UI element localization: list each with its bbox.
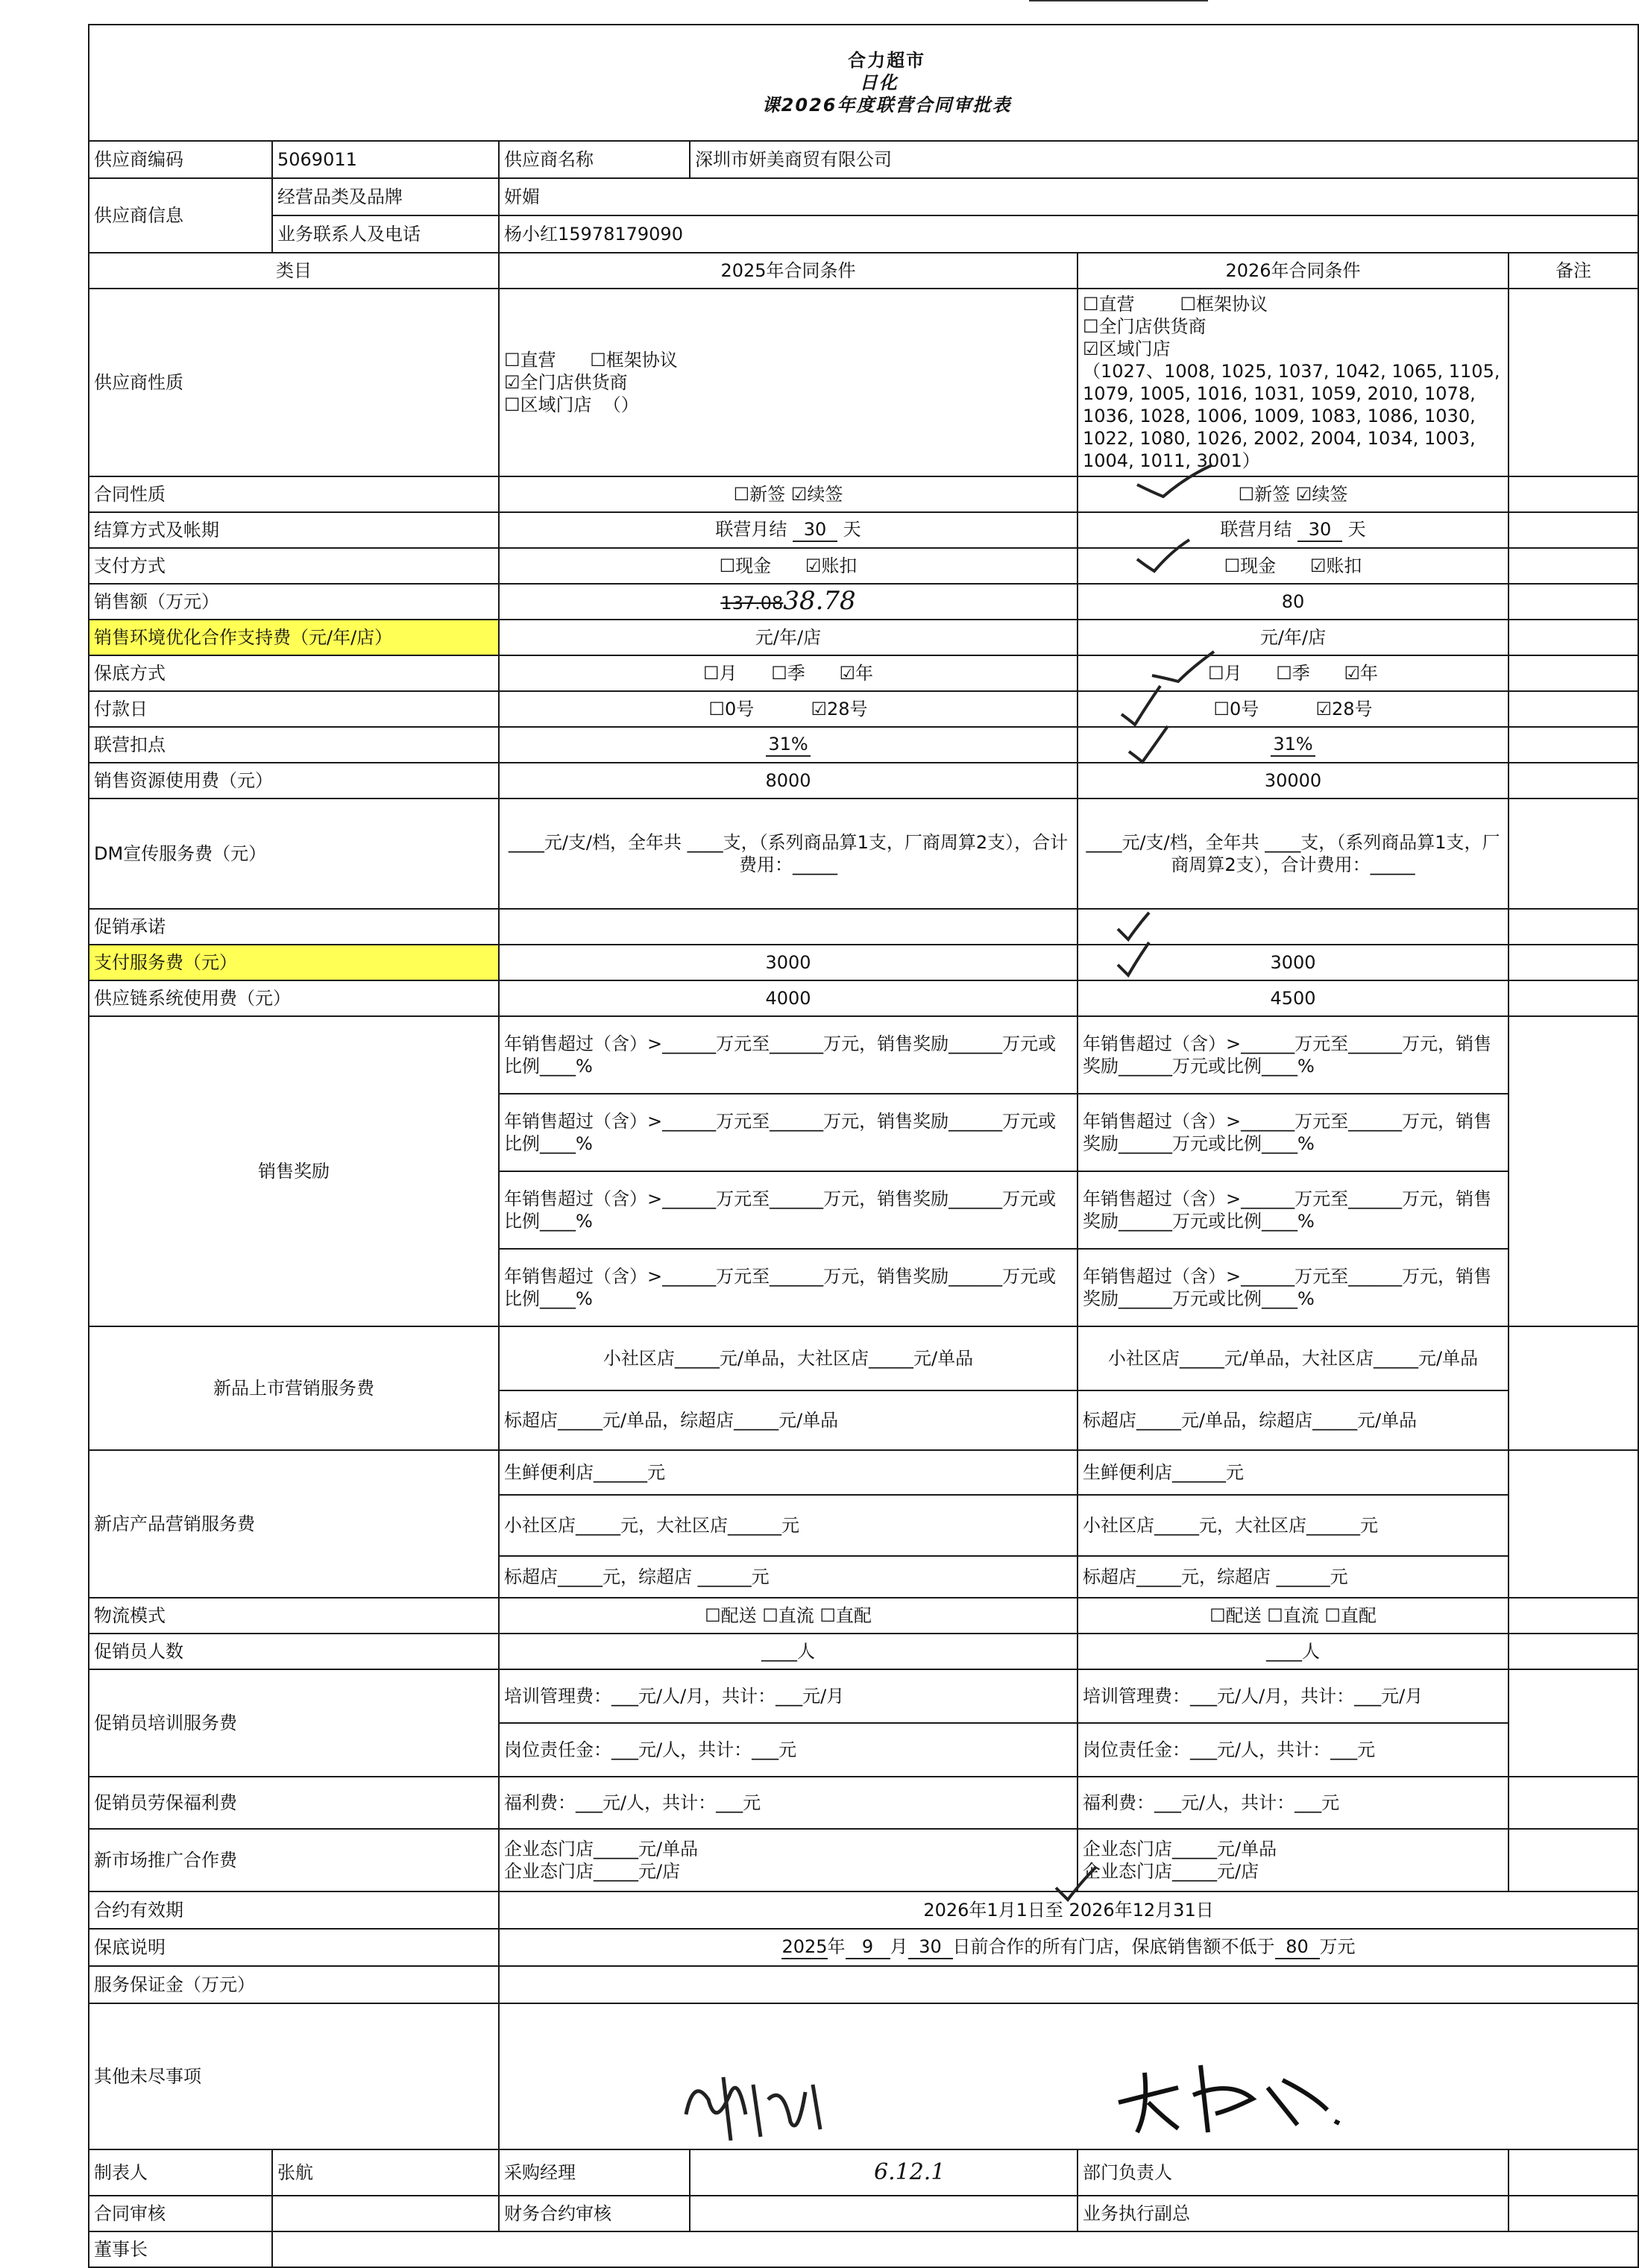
supply-chain-label: 供应链系统使用费（元） [89, 980, 499, 1016]
settlement-2025 [499, 512, 1078, 548]
guarantee-2025: ☐月 ☐季 ☑年 [499, 655, 1078, 691]
remark-cell [1509, 512, 1638, 548]
remark-cell [1509, 584, 1638, 620]
header-category: 类目 [89, 253, 499, 289]
newitem-2026-line1: 小社区店_____元/单品，大社区店_____元/单品 [1078, 1326, 1509, 1390]
top-edge-line [1029, 0, 1208, 1]
guarantee-2026: ☐月 ☐季 ☑年 [1078, 655, 1509, 691]
market-label: 新市场推广合作费 [89, 1829, 499, 1891]
promoters-label: 促销员人数 [89, 1634, 499, 1669]
supply-chain-2026: 4500 [1078, 980, 1509, 1016]
rate-2025: 31% [766, 733, 811, 757]
incentive-2026-tier: 年销售超过（含）>______万元至______万元，销售奖励______万元或比例____% [1078, 1171, 1509, 1249]
form-title [89, 25, 1638, 141]
remark-cell [1509, 1829, 1638, 1891]
env-label: 销售环境优化合作支持费（元/年/店） [89, 620, 499, 655]
remark-cell [1509, 1598, 1638, 1634]
remark-cell [1509, 691, 1638, 727]
brand-label: 经营品类及品牌 [272, 178, 499, 215]
deposit-value [499, 1966, 1638, 2003]
newstore-label: 新店产品营销服务费 [89, 1450, 499, 1598]
title-dept: 日化 [859, 72, 899, 93]
incentive-2025-tier: 年销售超过（含）>______万元至______万元，销售奖励______万元或比例____% [499, 1094, 1078, 1171]
purchasing-date: 6.12.1 [874, 2158, 946, 2185]
purchasing-signature-cell [690, 2149, 1078, 2196]
supplier-name: 深圳市妍美商贸有限公司 [690, 141, 1638, 178]
sales-2026: 80 [1078, 584, 1509, 620]
nature-2026: ☐直营 ☐框架协议 ☐全门店供货商 ☑区域门店 （1027、1008, 1025, 1037, 1042, 1065, 1105, 1079, 1005, 1016, 1031, 1059, 2010, 1078, 1036, 1028, 1006, 1009, 1083, 1086, 1030, 1022, 1080, 1026, 2002, 2004, 1034, 1003, 1004, 1011, 3001） [1078, 289, 1509, 476]
remark-cell [1509, 655, 1638, 691]
settlement-2026-post: 天 [1347, 519, 1366, 540]
env-2025: 元/年/店 [499, 620, 1078, 655]
incentive-2026-tier: 年销售超过（含）>______万元至______万元，销售奖励______万元或比例____% [1078, 1249, 1509, 1326]
incentive-2025-tier: 年销售超过（含）>______万元至______万元，销售奖励______万元或比例____% [499, 1016, 1078, 1094]
resource-2025: 8000 [499, 763, 1078, 798]
remark-cell [1509, 945, 1638, 980]
pay-service-2025: 3000 [499, 945, 1078, 980]
remark-cell [1509, 1450, 1638, 1598]
contract-nature-2025: ☐新签 ☑续签 [499, 476, 1078, 512]
sales-2025-new: 38.78 [783, 585, 856, 616]
pay-service-2026: 3000 [1078, 945, 1509, 980]
remark-cell [1509, 1634, 1638, 1669]
welfare-2025: 福利费：___元/人，共计：___元 [499, 1777, 1078, 1829]
market-2025: 企业态门店_____元/单品 企业态门店_____元/店 [499, 1829, 1078, 1891]
header-remark: 备注 [1509, 253, 1638, 289]
remark-cell [1509, 1669, 1638, 1777]
dm-2025: ____元/支/档，全年共 ____支，（系列商品算1支，厂商周算2支），合计费用：_____ [499, 798, 1078, 909]
dept-head-label: 部门负责人 [1078, 2149, 1509, 2196]
approval-form [88, 24, 1592, 2260]
supplier-code: 5069011 [272, 141, 499, 178]
remark-cell [1509, 1016, 1638, 1326]
contract-value [272, 2196, 499, 2231]
remark-cell [1509, 763, 1638, 798]
market-2026: 企业态门店_____元/单品 企业态门店_____元/店 [1078, 1829, 1509, 1891]
promoters-2025: ____人 [499, 1634, 1078, 1669]
chair-label: 董事长 [89, 2231, 272, 2267]
newstore-2025-line3: 标超店_____元，综超店 ______元 [499, 1556, 1078, 1598]
maker-value: 张航 [272, 2149, 499, 2196]
title-prefix: 合力超市 [848, 50, 926, 71]
payment-2026: ☐现金 ☑账扣 [1078, 548, 1509, 584]
remark-cell [1509, 727, 1638, 763]
contract-nature-label: 合同性质 [89, 476, 499, 512]
newitem-label: 新品上市营销服务费 [89, 1326, 499, 1450]
remark-cell [1509, 1326, 1638, 1450]
remark-cell [1509, 548, 1638, 584]
newstore-2026-line2: 小社区店_____元，大社区店______元 [1078, 1495, 1509, 1556]
rate-2025-cell [499, 727, 1078, 763]
welfare-label: 促销员劳保福利费 [89, 1777, 499, 1829]
guarantee-label: 保底方式 [89, 655, 499, 691]
title-suffix: 课2026年度联营合同审批表 [761, 95, 1012, 116]
newstore-2026-line3: 标超店_____元，综超店 ______元 [1078, 1556, 1509, 1598]
payment-label: 支付方式 [89, 548, 499, 584]
rate-label: 联营扣点 [89, 727, 499, 763]
logistics-2025: ☐配送 ☐直流 ☐直配 [499, 1598, 1078, 1634]
validity-label: 合约有效期 [89, 1891, 499, 1929]
settlement-label: 结算方式及帐期 [89, 512, 499, 548]
supplier-name-label: 供应商名称 [499, 141, 690, 178]
brand-value: 妍媚 [499, 178, 1638, 215]
gn-day: 30 [908, 1935, 953, 1959]
gn-amount: 80 [1275, 1935, 1320, 1959]
other-label: 其他未尽事项 [89, 2003, 499, 2149]
contract-nature-2026: ☐新签 ☑续签 [1078, 476, 1509, 512]
incentive-label: 销售奖励 [89, 1016, 499, 1326]
finance-label: 财务合约审核 [499, 2196, 690, 2231]
guarantee-note-label: 保底说明 [89, 1929, 499, 1966]
gn-year-unit: 年 [827, 1936, 846, 1957]
supplier-code-label: 供应商编码 [89, 141, 272, 178]
gn-year: 2025 [781, 1935, 827, 1959]
settlement-2025-days: 30 [793, 518, 837, 542]
payday-2025: ☐0号 ☑28号 [499, 691, 1078, 727]
incentive-2025-tier: 年销售超过（含）>______万元至______万元，销售奖励______万元或比例____% [499, 1171, 1078, 1249]
contact-label: 业务联系人及电话 [272, 215, 499, 253]
remark-cell [1509, 1777, 1638, 1829]
resource-label: 销售资源使用费（元） [89, 763, 499, 798]
newstore-2025-line2: 小社区店_____元，大社区店______元 [499, 1495, 1078, 1556]
remark-cell [1509, 909, 1638, 945]
promo-commit-2025 [499, 909, 1078, 945]
chair-value [272, 2231, 1638, 2267]
remark-cell [1509, 798, 1638, 909]
resource-2026: 30000 [1078, 763, 1509, 798]
welfare-2026: 福利费：___元/人，共计：___元 [1078, 1777, 1509, 1829]
other-value [499, 2003, 1638, 2149]
training-2026-a: 培训管理费：___元/人/月，共计：___元/月 [1078, 1669, 1509, 1723]
supplier-info-label: 供应商信息 [89, 178, 272, 253]
env-2026: 元/年/店 [1078, 620, 1509, 655]
dm-2026: ____元/支/档，全年共 ____支，（系列商品算1支，厂商周算2支），合计费用：_____ [1078, 798, 1509, 909]
logistics-label: 物流模式 [89, 1598, 499, 1634]
promo-commit-2026 [1078, 909, 1509, 945]
training-2026-b: 岗位责任金：___元/人，共计：___元 [1078, 1723, 1509, 1777]
remark-cell [1509, 620, 1638, 655]
settlement-2025-post: 天 [843, 519, 861, 540]
pay-service-label: 支付服务费（元） [89, 945, 499, 980]
training-label: 促销员培训服务费 [89, 1669, 499, 1777]
supply-chain-2025: 4000 [499, 980, 1078, 1016]
newitem-2025-line2: 标超店_____元/单品，综超店_____元/单品 [499, 1390, 1078, 1450]
contract-label: 合同审核 [89, 2196, 272, 2231]
newitem-2025-line1: 小社区店_____元/单品，大社区店_____元/单品 [499, 1326, 1078, 1390]
header-2026: 2026年合同条件 [1078, 253, 1509, 289]
dept-head-cell [1509, 2149, 1638, 2196]
rate-2026: 31% [1271, 733, 1315, 757]
payday-label: 付款日 [89, 691, 499, 727]
training-2025-b: 岗位责任金：___元/人，共计：___元 [499, 1723, 1078, 1777]
payment-2025: ☐现金 ☑账扣 [499, 548, 1078, 584]
incentive-2026-tier: 年销售超过（含）>______万元至______万元，销售奖励______万元或比例____% [1078, 1016, 1509, 1094]
contract-table [88, 24, 1639, 2268]
validity-value: 2026年1月1日至 2026年12月31日 [499, 1891, 1638, 1929]
gn-month-unit: 月 [890, 1936, 908, 1957]
newitem-2026-line2: 标超店_____元/单品，综超店_____元/单品 [1078, 1390, 1509, 1450]
remark-cell [1509, 980, 1638, 1016]
gn-unit: 万元 [1319, 1936, 1356, 1957]
incentive-2025-tier: 年销售超过（含）>______万元至______万元，销售奖励______万元或比例____% [499, 1249, 1078, 1326]
settlement-2026 [1078, 512, 1509, 548]
remark-cell [1509, 476, 1638, 512]
sales-2025 [499, 584, 1078, 620]
training-2025-a: 培训管理费：___元/人/月，共计：___元/月 [499, 1669, 1078, 1723]
settlement-2025-pre: 联营月结 [715, 519, 787, 540]
promoters-2026: ____人 [1078, 1634, 1509, 1669]
sales-2025-old: 137.08 [720, 592, 784, 614]
settlement-2026-pre: 联营月结 [1220, 519, 1292, 540]
maker-label: 制表人 [89, 2149, 272, 2196]
newstore-2026-line1: 生鲜便利店______元 [1078, 1450, 1509, 1495]
header-2025: 2025年合同条件 [499, 253, 1078, 289]
nature-label: 供应商性质 [89, 289, 499, 476]
vp-label: 业务执行副总 [1078, 2196, 1509, 2231]
guarantee-note-value [499, 1929, 1638, 1966]
finance-value [690, 2196, 1078, 2231]
gn-text: 日前合作的所有门店，保底销售额不低于 [952, 1936, 1275, 1957]
payday-2026: ☐0号 ☑28号 [1078, 691, 1509, 727]
settlement-2026-days: 30 [1297, 518, 1342, 542]
newstore-2025-line1: 生鲜便利店______元 [499, 1450, 1078, 1495]
promo-commit-label: 促销承诺 [89, 909, 499, 945]
sales-label: 销售额（万元） [89, 584, 499, 620]
vp-value [1509, 2196, 1638, 2231]
logistics-2026: ☐配送 ☐直流 ☐直配 [1078, 1598, 1509, 1634]
purchasing-label: 采购经理 [499, 2149, 690, 2196]
deposit-label: 服务保证金（万元） [89, 1966, 499, 2003]
nature-2025: ☐直营 ☐框架协议 ☑全门店供货商 ☐区域门店 （） [499, 289, 1078, 476]
contact-value: 杨小红15978179090 [499, 215, 1638, 253]
gn-month: 9 [846, 1935, 890, 1959]
dm-label: DM宣传服务费（元） [89, 798, 499, 909]
rate-2026-cell [1078, 727, 1509, 763]
incentive-2026-tier: 年销售超过（含）>______万元至______万元，销售奖励______万元或比例____% [1078, 1094, 1509, 1171]
nature-remark [1509, 289, 1638, 476]
